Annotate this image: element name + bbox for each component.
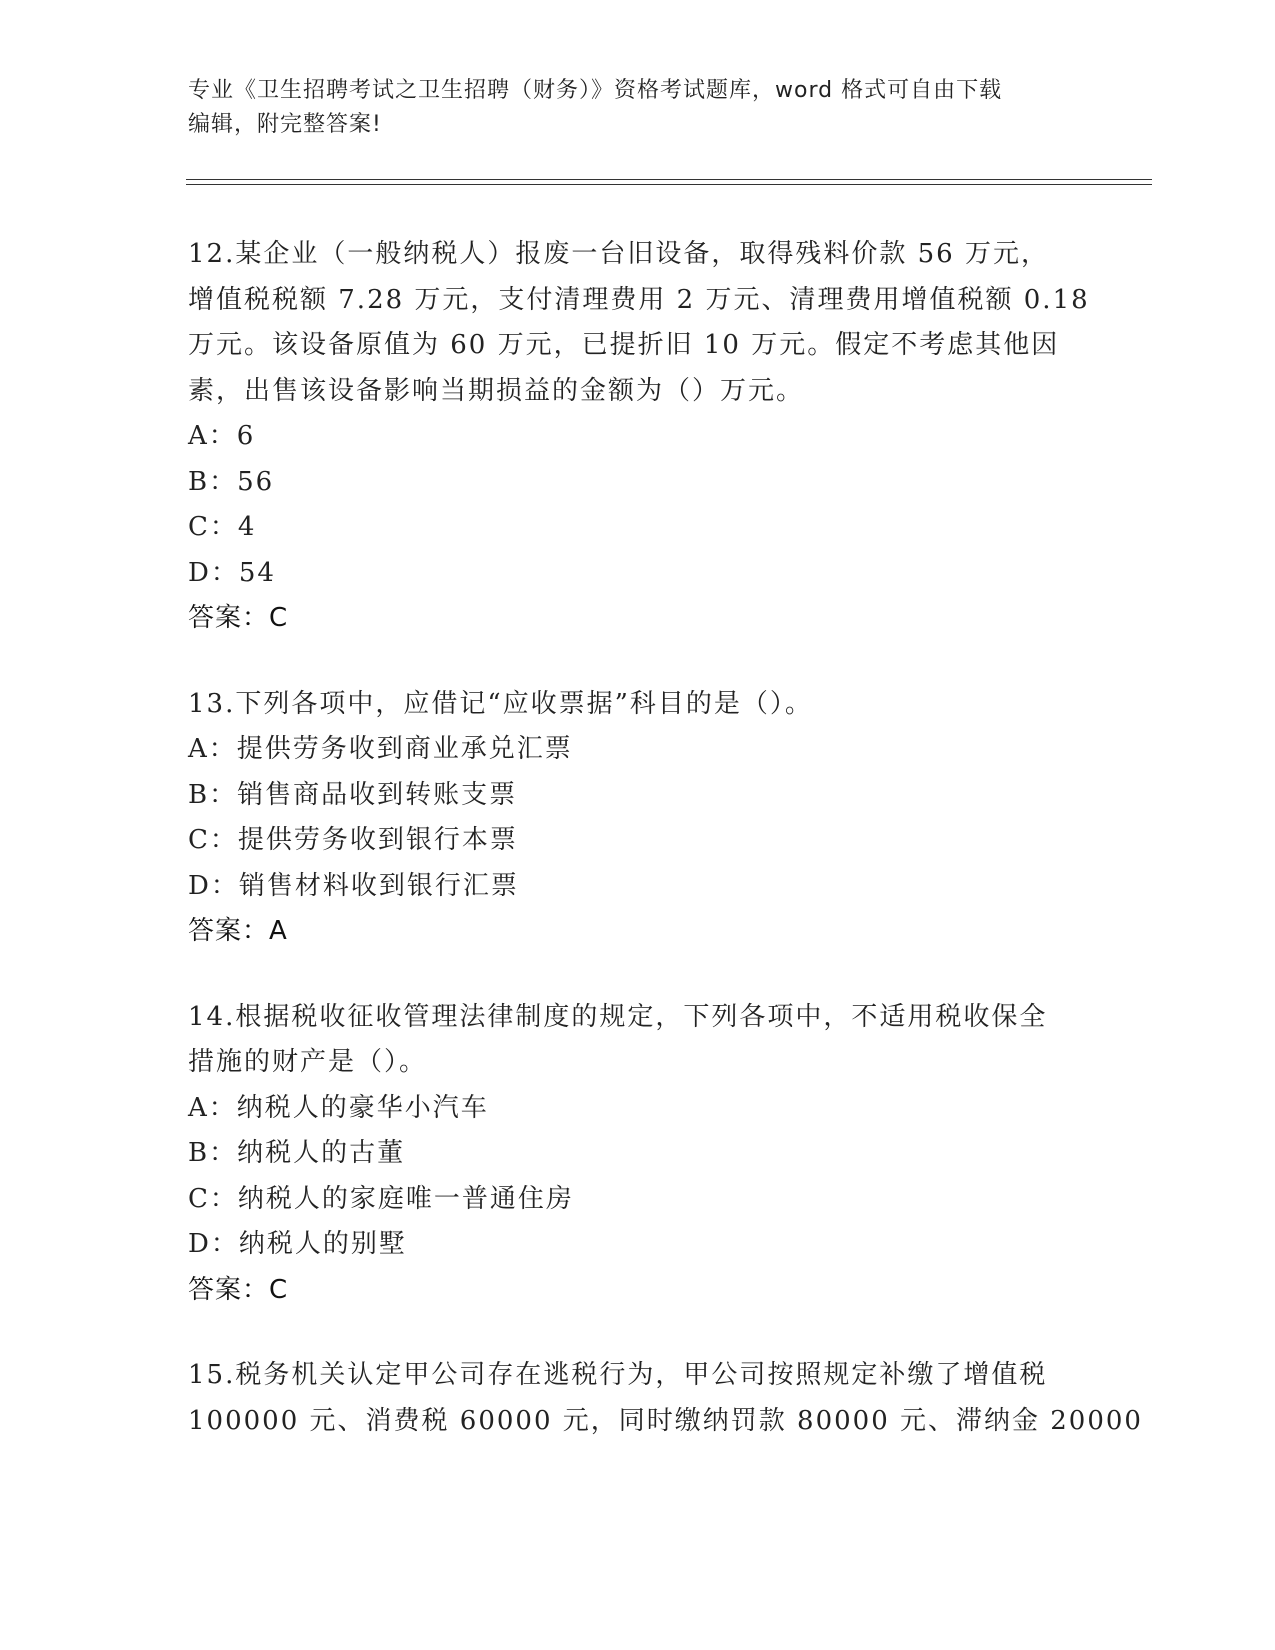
option-c: C：纳税人的家庭唯一普通住房: [188, 1183, 574, 1214]
option-d: D：销售材料收到银行汇票: [188, 870, 519, 901]
question-13: [188, 682, 1088, 955]
option-b: B：销售商品收到转账支票: [188, 779, 518, 810]
option-c: C：4: [188, 512, 257, 542]
answer: 答案：A: [188, 916, 288, 946]
header-divider-bottom: [186, 184, 1152, 185]
answer: 答案：C: [188, 603, 289, 633]
question-text-line: 素，出售该设备影响当期损益的金额为（）万元。: [188, 375, 805, 406]
question-text-line: 措施的财产是（）。: [188, 1047, 428, 1077]
option-c: C：提供劳务收到银行本票: [188, 825, 518, 855]
question-text-line: 12.某企业（一般纳税人）报废一台旧设备，取得残料价款 56 万元，: [188, 239, 1049, 269]
option-b: B：56: [188, 466, 275, 497]
question-text-line: 100000 元、消费税 60000 元，同时缴纳罚款 80000 元、滞纳金 20000: [188, 1405, 1143, 1436]
answer: 答案：C: [188, 1274, 289, 1305]
header-line-1: 专业《卫生招聘考试之卫生招聘（财务）》资格考试题库，word 格式可自由下载: [188, 78, 1003, 103]
option-d: D：纳税人的别墅: [188, 1229, 407, 1259]
question-text-line: 15.税务机关认定甲公司存在逃税行为，甲公司按照规定补缴了增值税: [188, 1360, 1048, 1390]
question-12: [188, 232, 1088, 642]
option-b: B：纳税人的古董: [188, 1138, 406, 1168]
option-d: D：54: [188, 557, 276, 588]
question-15: [188, 1353, 1143, 1444]
header-divider-top: [186, 179, 1152, 180]
question-text-line: 增值税税额 7.28 万元，支付清理费用 2 万元、清理费用增值税额 0.18: [188, 284, 1090, 315]
header-line-2: 编辑，附完整答案!: [188, 112, 382, 137]
question-14: [188, 995, 1088, 1314]
question-list: [188, 232, 1143, 1484]
option-a: A：提供劳务收到商业承兑汇票: [188, 734, 573, 764]
document-header: [188, 74, 1088, 142]
question-text-line: 14.根据税收征收管理法律制度的规定，下列各项中，不适用税收保全: [188, 1001, 1048, 1032]
option-a: A：纳税人的豪华小汽车: [188, 1092, 489, 1123]
option-a: A：6: [188, 421, 256, 451]
question-text-line: 万元。该设备原值为 60 万元，已提折旧 10 万元。假定不考虑其他因: [188, 330, 1060, 360]
question-text-line: 13.下列各项中，应借记“应收票据”科目的是（）。: [188, 688, 813, 719]
